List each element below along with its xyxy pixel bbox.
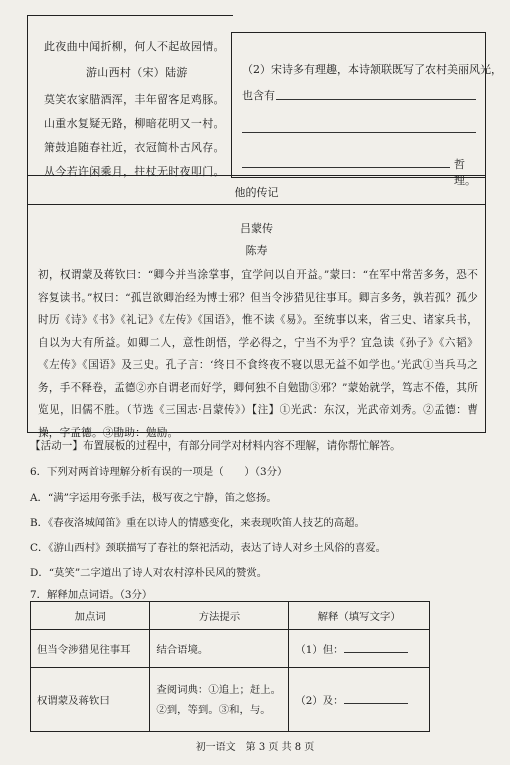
question-6-stem: 6．下列对两首诗理解分析有误的一项是（ ）（3分） bbox=[30, 466, 288, 478]
page-footer: 初一语文 第 3 页 共 8 页 bbox=[195, 742, 315, 753]
question-2-suffix: 哲理。 bbox=[454, 158, 476, 187]
answer-line-2[interactable] bbox=[242, 132, 476, 133]
poem-line-1: 莫笑农家腊酒浑，丰年留客足鸡豚。 bbox=[44, 93, 225, 106]
biography-title: 吕蒙传 bbox=[240, 222, 273, 235]
question-7-table bbox=[30, 601, 430, 732]
table-header-word: 加点词 bbox=[31, 602, 150, 630]
poem-panel bbox=[27, 15, 233, 186]
table-cell-answer[interactable] bbox=[289, 668, 430, 732]
table-cell-answer[interactable] bbox=[289, 630, 430, 668]
answer-line-3[interactable] bbox=[242, 167, 450, 168]
table-cell-method: 结合语境。 bbox=[150, 630, 289, 668]
table-row bbox=[31, 668, 430, 732]
poem-previous-line: 此夜曲中闻折柳，何人不起故园情。 bbox=[44, 40, 225, 53]
table-cell-word: 权谓蒙及蒋钦曰 bbox=[31, 668, 150, 732]
biography-text: 初，权谓蒙及蒋钦曰：“卿今并当涂掌事，宜学问以自开益。”蒙曰：“在军中常苦多务，恐不容复读书。”权曰：“孤岂欲卿治经为博士邪？但当令涉猎见往事耳。卿言多务，孰若孤？孤少时历《诗》《书》《礼记》《左传》《国语》，惟不读《易》。至统事以来，省三史、诸家兵书，自以为大有所益。如卿二人，意性朗悟，学必得之，宁当不为乎？宜急读《孙子》《六韬》《左传》《国语》及三史。孔子言：‘终日不食终夜不寝以思无益不如学也。’光武①当兵马之务，手不释卷，孟德②亦自谓老而好学，卿何独不自勉勖③邪？”蒙始就学，笃志不倦，其所览见，旧儒不胜。（节选《三国志·吕蒙传》）【注】①光武：东汉，光武帝刘秀。②孟德：曹操，字孟德。③勖助：勉励。 bbox=[38, 269, 478, 439]
answer-blank[interactable] bbox=[344, 693, 408, 704]
table-cell-word: 但当令涉猎见往事耳 bbox=[31, 630, 150, 668]
answer-label: （2）及： bbox=[295, 695, 344, 707]
answer-label: （1）但： bbox=[295, 644, 344, 656]
question-2-text: （2）宋诗多有理趣，本诗颔联既写了农村美丽风光， bbox=[242, 63, 502, 76]
biography-author: 陈寿 bbox=[245, 244, 268, 257]
poem-title: 游山西村（宋）陆游 bbox=[86, 66, 188, 79]
poem-line-3: 箫鼓追随春社近，衣冠简朴古风存。 bbox=[44, 141, 225, 154]
poem-line-2: 山重水复疑无路，柳暗花明又一村。 bbox=[44, 117, 225, 130]
biography-section-title: 他的传记 bbox=[234, 186, 279, 199]
biography-panel bbox=[27, 175, 486, 439]
table-cell-method: 查阅词典：①追上；赶上。②到，等到。③和，与。 bbox=[150, 668, 289, 732]
poem-line-4: 从今若许闲乘月，拄杖无时夜叩门。 bbox=[44, 165, 225, 178]
option-c: C．《游山西村》颈联描写了春社的祭祀活动，表达了诗人对乡土风俗的喜爱。 bbox=[30, 542, 387, 554]
table-header-method: 方法提示 bbox=[150, 602, 289, 630]
question-2-panel bbox=[231, 32, 502, 187]
section-divider bbox=[28, 204, 485, 205]
question-2-prefix: 也含有 bbox=[242, 89, 275, 102]
answer-line-1[interactable] bbox=[276, 99, 476, 100]
activity-instruction: 【活动一】布置展板的过程中，有部分同学对材料内容不理解，请你帮忙解答。 bbox=[30, 440, 401, 452]
question-7-stem: 7．解释加点词语。（3分） bbox=[30, 589, 153, 601]
option-b: B．《春夜洛城闻笛》重在以诗人的情感变化，来表现吹笛人技艺的高超。 bbox=[30, 517, 365, 529]
option-d: D．“莫笑”二字道出了诗人对农村淳朴民风的赞赏。 bbox=[30, 567, 268, 579]
option-a: A．“满”字运用夸张手法，极写夜之宁静，笛之悠扬。 bbox=[30, 492, 277, 504]
table-row bbox=[31, 630, 430, 668]
answer-blank[interactable] bbox=[344, 642, 408, 653]
table-header-explanation: 解释（填写文字） bbox=[289, 602, 430, 630]
